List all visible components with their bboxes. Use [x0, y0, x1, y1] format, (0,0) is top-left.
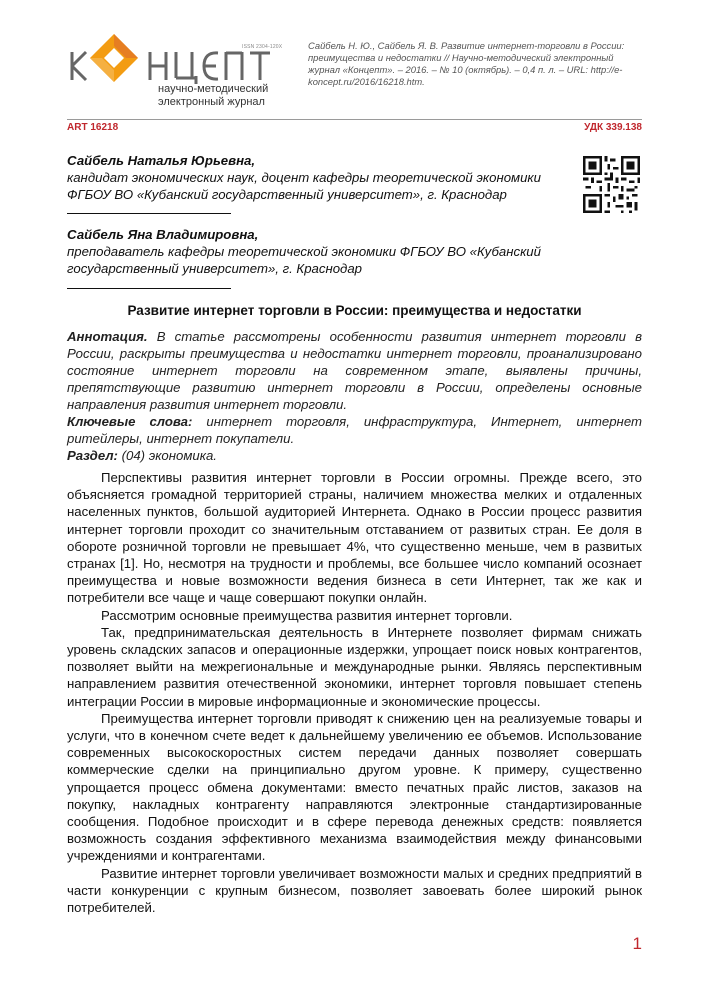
author-1-name: Сайбель Наталья Юрьевна, [67, 153, 256, 168]
body-paragraph-5: Развитие интернет торговли увеличивает возможности малых и средних предприятий в части конкуренции с крупным бизнесом, позволяет завоевать более широкий рынок потребителей. [67, 865, 642, 916]
body-paragraph-3: Так, предпринимательская деятельность в Интернете позволяет фирмам снижать уровень складских запасов и операционные издержки, упрощает поиск новых контрагентов, позволяет выйти на межрегиональные и международные рынки. Являясь перспективным направлением развития отечественной экономики, интернет торговля повышает степень интеграции России в мировые информационные и экономические процессы. [67, 624, 642, 709]
keywords [67, 413, 642, 447]
keywords-label: Ключевые слова: [67, 414, 193, 429]
qr-code-icon [583, 156, 640, 213]
logo-subtitle-line-2: электронный журнал [158, 96, 265, 108]
abstract [67, 328, 642, 413]
author-divider-2 [67, 288, 231, 289]
body-paragraph-2: Рассмотрим основные преимущества развития интернет торговли. [101, 607, 513, 623]
citation: Сайбель Н. Ю., Сайбель Я. В. Развитие интернет-торговли в России: преимущества и недостатки // Научно-методический электронный журнал «Концепт». – 2016. – № 10 (октябрь). – 0,4 п. л. – URL: http://e-koncept.ru/2016/16218.htm. [308, 40, 625, 87]
body-paragraph-1: Перспективы развития интернет торговли в России огромны. Прежде всего, это объясняется громадной территорией страны, наличием множества мелких и отдаленных населенных пунктов, большой аудиторией Интернета. Однако в России процесс развития интернет торговли проходит со значительным отставанием от развитых стран. Ее доля в обороте розничной торговли не превышает 4%, что существенно меньше, чем в развитых странах [1]. Но, несмотря на трудности и проблемы, все большее число компаний осознает преимущества и новые возможности ведения бизнеса в сети Интернет, так же как и потребители все чаще и чаще совершают покупки онлайн. [67, 470, 642, 606]
section [67, 447, 642, 464]
article-title: Развитие интернет торговли в России: преимущества и недостатки [127, 303, 582, 318]
abstract-text: В статье рассмотрены особенности развития интернет торговли в России, раскрыты преимущества и недостатки интернет торговли, проанализировано состояние интернет торговли на современном этапе, выявлены причины, препятствующие развитию интернет торговли в России, определены основные направления развития интернет торговли. [67, 329, 642, 412]
page-number: 1 [632, 934, 642, 953]
logo-mark-icon [66, 30, 292, 86]
abstract-block [67, 328, 642, 464]
author-2-description: преподаватель кафедры теоретической экономики ФГБОУ ВО «Кубанский государственный университет», г. Краснодар [67, 244, 541, 276]
header-divider [67, 119, 642, 120]
author-2-name: Сайбель Яна Владимировна, [67, 227, 259, 242]
logo-subtitle-line-1: научно-методический [158, 83, 269, 95]
keywords-text: интернет торговля, инфраструктура, Интернет, интернет ритейлеры, интернет покупатели. [67, 414, 642, 446]
abstract-label: Аннотация. [67, 329, 148, 344]
section-text: (04) экономика. [121, 448, 217, 463]
author-1-description: кандидат экономических наук, доцент кафедры теоретической экономики ФГБОУ ВО «Кубанский государственный университет», г. Краснодар [67, 170, 541, 202]
body-paragraph-4: Преимущества интернет торговли приводят к снижению цен на реализуемые товары и услуги, что в конечном счете ведет к дальнейшему увеличению ее объемов. Использование современных высокоскоростных систем передачи данных позволяет совершать коммерческие сделки на принципиально другом уровне. К примеру, существенно упрощается процесс обмена документами: вместо печатных прайс листов, заказов на покупку, накладных контрагенту направляются электронные стандартизированные сообщения. Подобное происходит и в сфере перевода денежных средств: появляется возможность создания эффективного механизма взаимодействия между финансовыми учреждениями и контрагентами. [67, 710, 642, 864]
udk-code: УДК 339.138 [584, 122, 642, 133]
author-2 [67, 226, 642, 277]
article-body [67, 469, 642, 916]
issn-label: ISSN 2304-120X [242, 44, 283, 50]
author-1 [67, 152, 642, 203]
logo-subtitle [158, 83, 298, 109]
art-number: ART 16218 [67, 122, 119, 133]
section-label: Раздел: [67, 448, 118, 463]
author-divider-1 [67, 213, 231, 214]
